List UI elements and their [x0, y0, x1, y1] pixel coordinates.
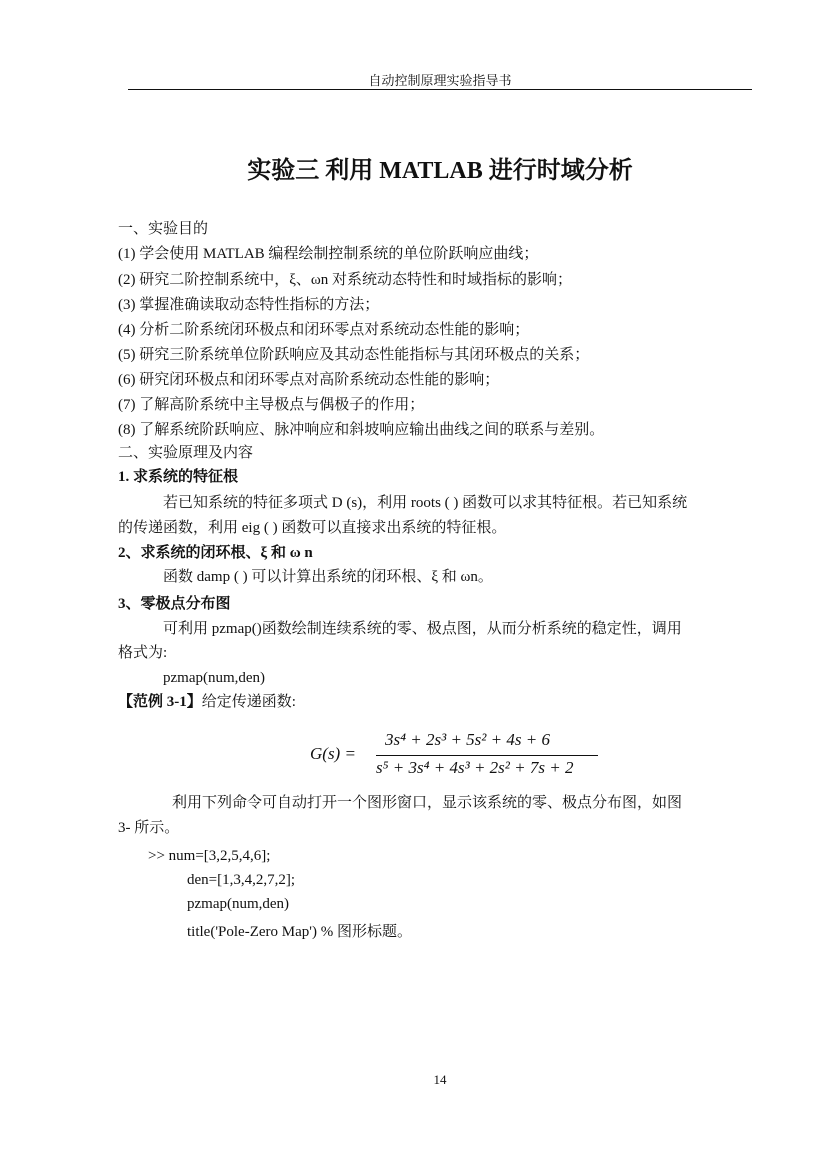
- paragraph: 若已知系统的特征多项式 D (s)，利用 roots ( ) 函数可以求其特征根。若已知系统: [163, 495, 688, 511]
- list-item: (3) 掌握准确读取动态特性指标的方法；: [118, 297, 380, 313]
- paragraph: 的传递函数，利用 eig ( ) 函数可以直接求出系统的特征根。: [118, 520, 507, 536]
- section-heading-principle: 二、实验原理及内容: [118, 445, 254, 461]
- list-item: (1) 学会使用 MATLAB 编程绘制控制系统的单位阶跃响应曲线；: [118, 246, 539, 262]
- fraction-bar: [376, 755, 598, 756]
- list-item: (8) 了解系统阶跃响应、脉冲响应和斜坡响应输出曲线之间的联系与差别。: [118, 422, 605, 438]
- code-line: pzmap(num,den): [163, 670, 266, 686]
- paragraph: 利用下列命令可自动打开一个图形窗口，显示该系统的零、极点分布图，如图: [172, 795, 683, 811]
- subsection-title-1: 1. 求系统的特征根: [118, 469, 239, 485]
- paragraph: 函数 damp ( ) 可以计算出系统的闭环根、ξ 和 ωn。: [163, 569, 493, 585]
- example-label: 【范例 3-1】: [118, 694, 202, 710]
- formula-numerator: 3s⁴ + 2s³ + 5s² + 4s + 6: [385, 730, 550, 749]
- formula-lhs: G(s) =: [310, 744, 356, 763]
- list-item: (2) 研究二阶控制系统中，ξ、ωn 对系统动态特性和时域指标的影响；: [118, 272, 573, 288]
- page-title: 实验三 利用 MATLAB 进行时域分析: [247, 158, 633, 184]
- paragraph: 可利用 pzmap()函数绘制连续系统的零、极点图，从而分析系统的稳定性，调用: [163, 621, 682, 637]
- transfer-function-formula: [310, 730, 610, 780]
- paragraph: 格式为:: [118, 645, 168, 661]
- subsection-title-3: 3、零极点分布图: [118, 596, 231, 612]
- example-line: [118, 692, 296, 712]
- section-heading-purpose: 一、实验目的: [118, 221, 209, 237]
- code-line: title('Pole-Zero Map') % 图形标题。: [187, 924, 412, 940]
- formula-denominator: s⁵ + 3s⁴ + 4s³ + 2s² + 7s + 2: [376, 758, 574, 777]
- page-header: 自动控制原理实验指导书: [368, 73, 512, 88]
- code-line: den=[1,3,4,2,7,2];: [187, 872, 296, 888]
- list-item: (4) 分析二阶系统闭环极点和闭环零点对系统动态性能的影响；: [118, 322, 530, 338]
- list-item: (5) 研究三阶系统单位阶跃响应及其动态性能指标与其闭环极点的关系；: [118, 347, 590, 363]
- example-text: 给定传递函数:: [201, 694, 296, 710]
- page-number: 14: [433, 1072, 447, 1087]
- list-item: (7) 了解高阶系统中主导极点与偶极子的作用；: [118, 397, 425, 413]
- subsection-title-2: 2、求系统的闭环根、ξ 和 ω n: [118, 545, 313, 561]
- code-line: pzmap(num,den): [187, 896, 290, 912]
- paragraph: 3- 所示。: [118, 820, 180, 836]
- header-rule: [128, 89, 752, 90]
- code-line: >> num=[3,2,5,4,6];: [148, 848, 271, 864]
- list-item: (6) 研究闭环极点和闭环零点对高阶系统动态性能的影响；: [118, 372, 500, 388]
